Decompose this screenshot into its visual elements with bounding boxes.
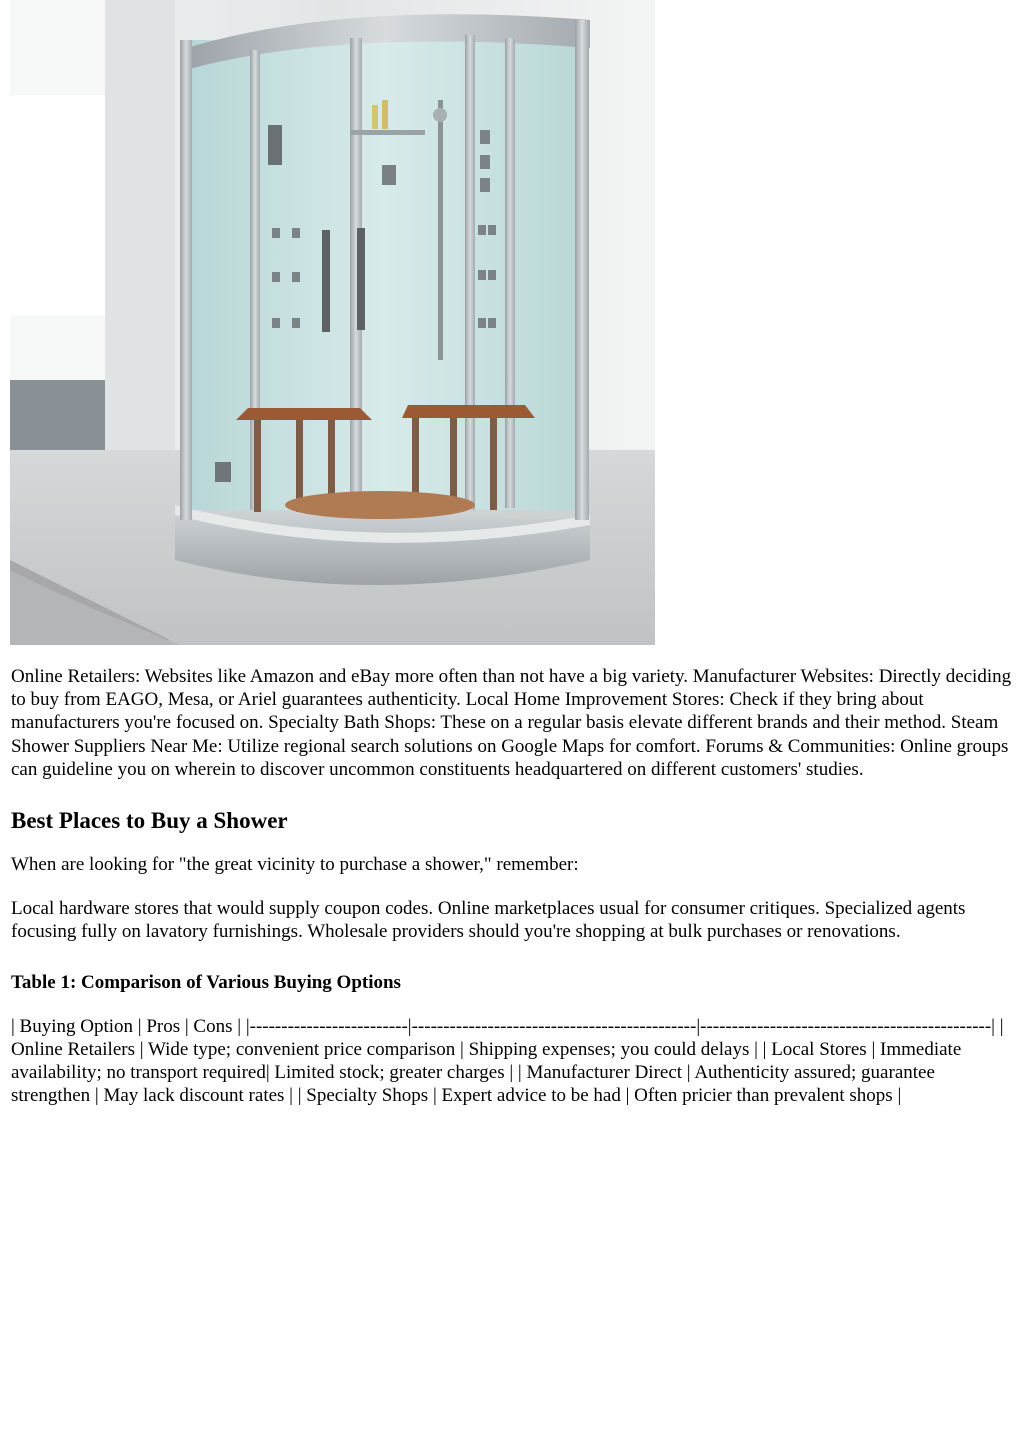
table-body-rows: | Online Retailers | Wide type; convenient price comparison | Shipping expenses; you could delays | | Local Stores | Immediate availability; no transport required| Limited stock; greater charges | | Manufacturer Direct | Authenticity assured; guarantee strengthen | May lack discount rates | | Specialty Shops | Expert advice to be had | Often pricier than prevalent shops |: [11, 1015, 1004, 1107]
table-heading: Table 1: Comparison of Various Buying Options: [11, 971, 401, 993]
lead-paragraph: When are looking for "the great vicinity to purchase a shower," remember:: [11, 854, 579, 876]
article-body: [11, 665, 1015, 1107]
table-header-row: | Buying Option | Pros | Cons |: [11, 1015, 242, 1037]
places-paragraph: Local hardware stores that would supply coupon codes. Online marketplaces usual for consumer critiques. Specialized agents focusing fully on lavatory furnishings. Wholesale providers should you're shopping at bulk purchases or renovations.: [11, 898, 966, 943]
intro-paragraph: Online Retailers: Websites like Amazon and eBay more often than not have a big variety. Manufacturer Websites: Directly deciding to buy from EAGO, Mesa, or Ariel guarantees authenticity. Local Home Improvement Stores: Check if they bring about manufacturers you're focused on. Specialty Bath Shops: These on a regular basis elevate different brands and their method. Steam Shower Suppliers Near Me: Utilize regional search solutions on Google Maps for comfort. Forums & Communities: Online groups can guideline you on wherein to discover uncommon constituents headquartered on different customers' studies.: [11, 666, 1012, 780]
section-heading: Best Places to Buy a Shower: [11, 808, 288, 834]
comparison-table-text: [11, 1015, 1015, 1108]
steam-shower-image: [10, 0, 655, 645]
table-separator-row: |-------------------------|---------------------------------------------|----------------------------------------------|: [245, 1015, 995, 1037]
steam-shower-cabin-icon: [10, 0, 655, 645]
